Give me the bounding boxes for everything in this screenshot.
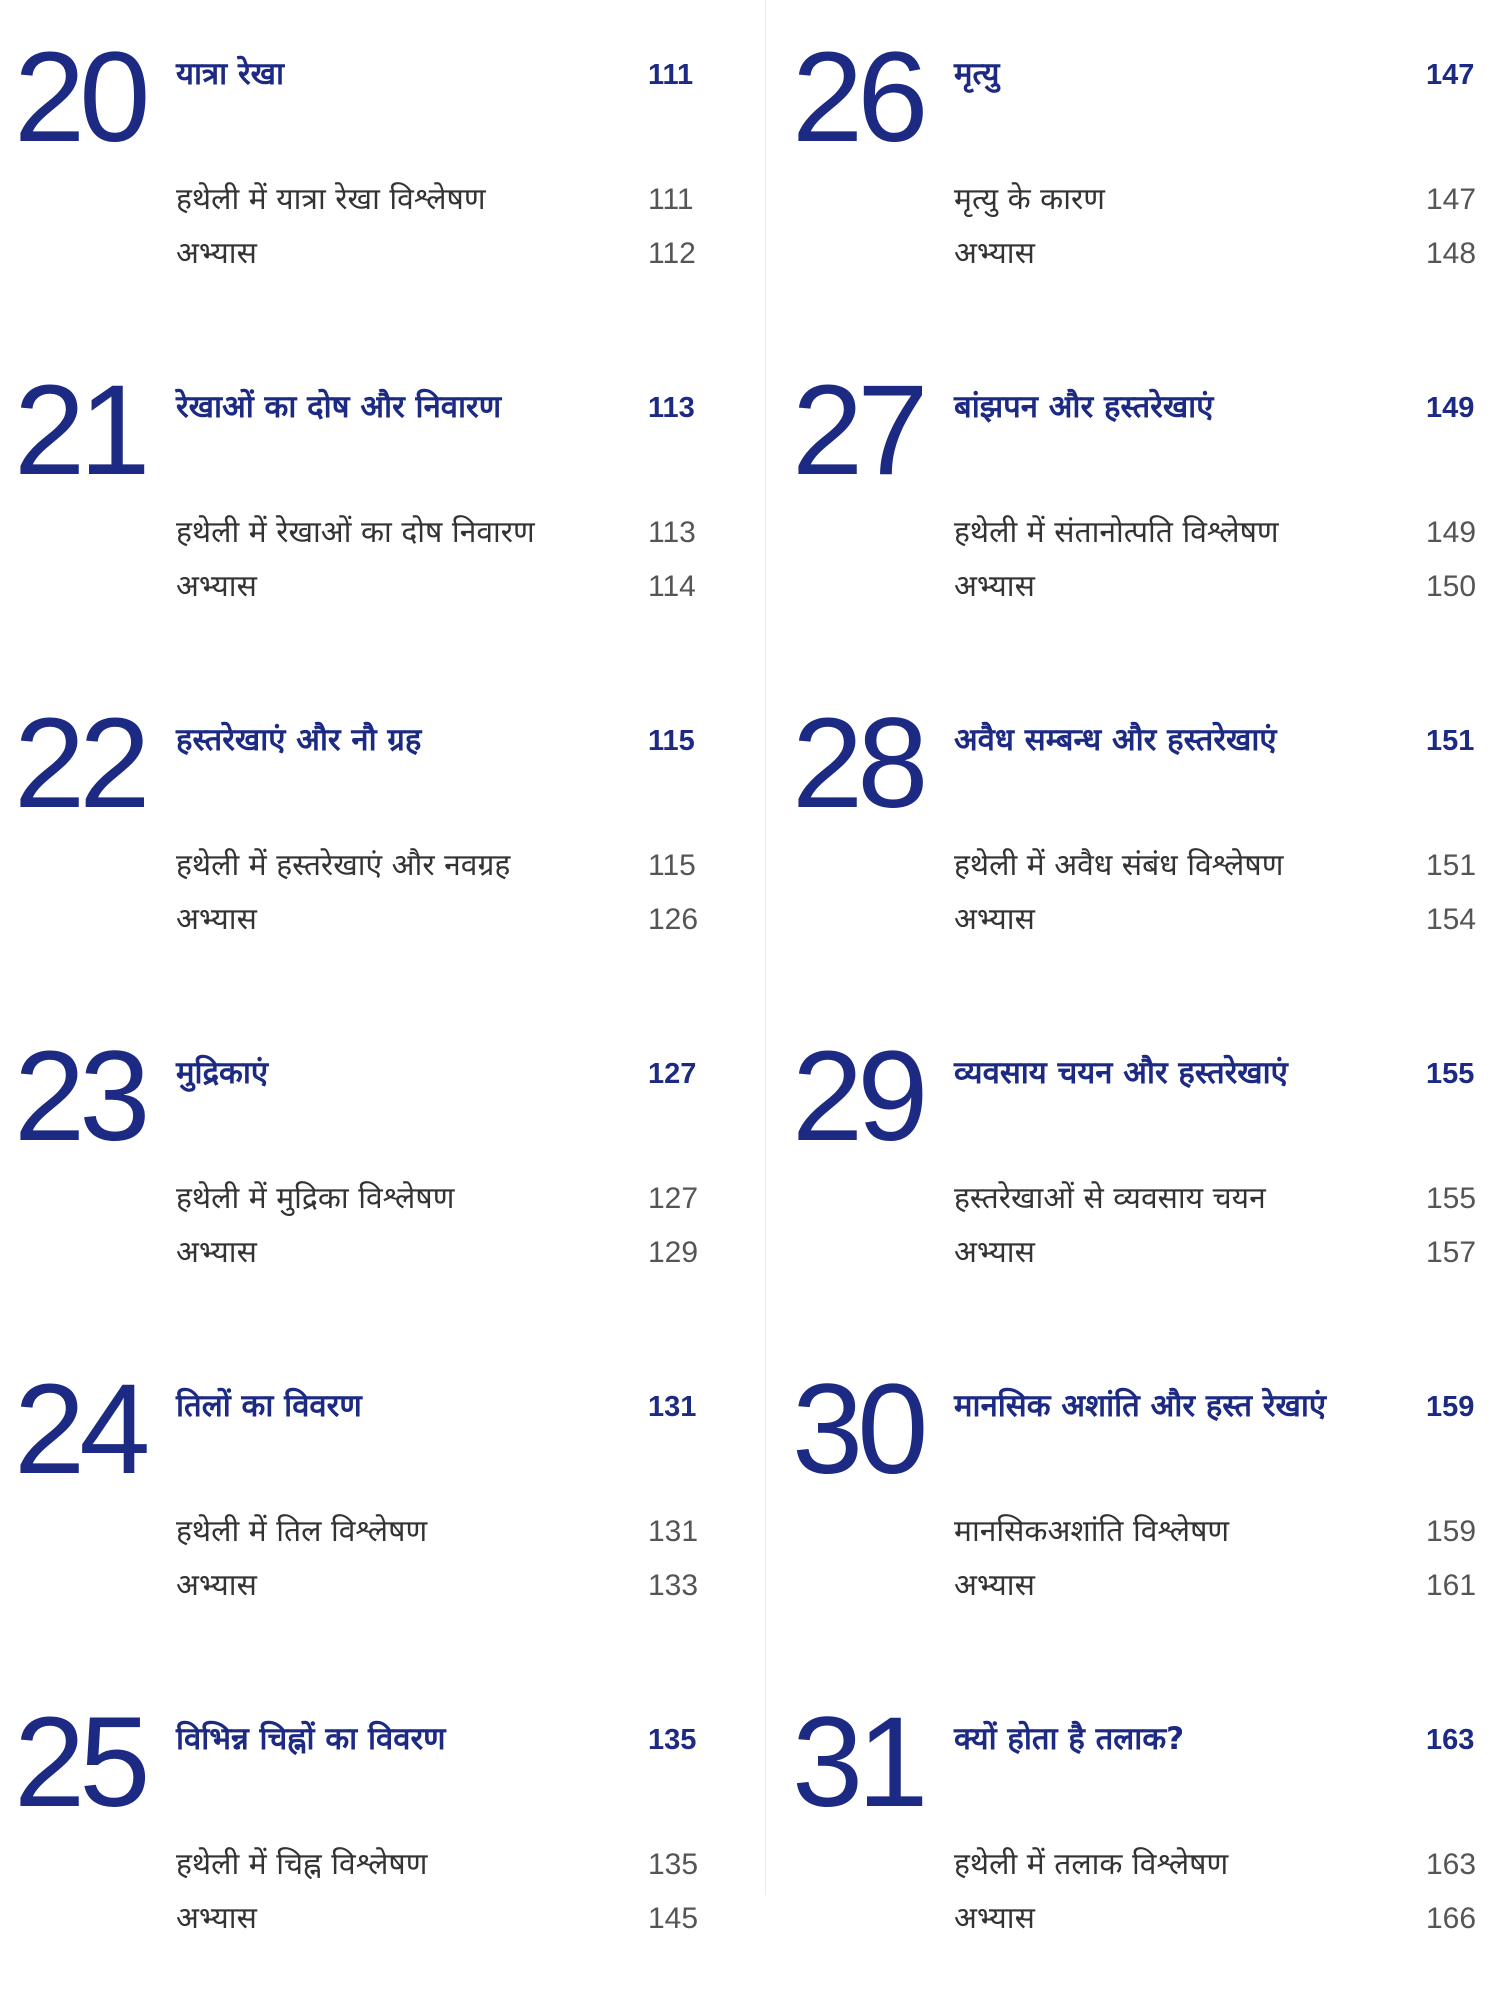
toc-entry bbox=[954, 513, 1494, 567]
toc-entry-title: अभ्यास bbox=[176, 902, 257, 937]
toc-entry-page-number: 114 bbox=[648, 570, 696, 603]
chapter-page-number: 111 bbox=[648, 59, 694, 91]
toc-entry-page-number: 148 bbox=[1426, 237, 1477, 270]
toc-entry-title: अभ्यास bbox=[954, 569, 1035, 604]
toc-entry-page-number: 129 bbox=[648, 1236, 699, 1269]
chapter-number: 25 bbox=[14, 1691, 145, 1834]
toc-entry bbox=[954, 1566, 1494, 1620]
toc-entry-page-number: 150 bbox=[1426, 570, 1477, 603]
chapter-block bbox=[778, 1025, 1498, 1339]
chapter-page-number: 131 bbox=[648, 1391, 697, 1423]
toc-entry-page-number: 149 bbox=[1426, 516, 1477, 549]
chapter-block bbox=[778, 692, 1498, 1006]
toc-entry bbox=[176, 846, 716, 900]
chapter-page-number: 135 bbox=[648, 1724, 697, 1756]
toc-entry-page-number: 111 bbox=[648, 183, 694, 216]
chapter-page-number: 149 bbox=[1426, 392, 1475, 424]
toc-entry bbox=[954, 1512, 1494, 1566]
chapter-entries-list bbox=[176, 1845, 716, 1953]
toc-entry bbox=[176, 1512, 716, 1566]
chapter-number: 23 bbox=[14, 1025, 145, 1168]
toc-entry-title: अभ्यास bbox=[176, 236, 257, 271]
toc-entry bbox=[176, 1179, 716, 1233]
chapter-page-number: 163 bbox=[1426, 1724, 1475, 1756]
toc-entry-page-number: 113 bbox=[648, 516, 696, 549]
chapter-title: मुद्रिकाएं bbox=[176, 1055, 269, 1091]
toc-entry-page-number: 115 bbox=[648, 849, 696, 882]
toc-entry-title: अभ्यास bbox=[954, 902, 1035, 937]
chapter-number: 26 bbox=[792, 26, 923, 169]
chapter-number: 29 bbox=[792, 1025, 923, 1168]
chapter-entries-list bbox=[954, 1512, 1494, 1620]
chapter-block bbox=[778, 1691, 1498, 2005]
chapter-page-number: 127 bbox=[648, 1058, 697, 1090]
toc-entry-page-number: 133 bbox=[648, 1569, 699, 1602]
chapter-block bbox=[778, 359, 1498, 673]
toc-entry-title: मानसिकअशांति विश्लेषण bbox=[954, 1514, 1230, 1549]
toc-entry-title: अभ्यास bbox=[176, 1568, 257, 1603]
toc-entry-title: अभ्यास bbox=[176, 1901, 257, 1936]
toc-entry-page-number: 157 bbox=[1426, 1236, 1477, 1269]
chapter-title: व्यवसाय चयन और हस्तरेखाएं bbox=[954, 1055, 1288, 1091]
toc-entry-page-number: 161 bbox=[1426, 1569, 1477, 1602]
toc-entry-title: अभ्यास bbox=[176, 1235, 257, 1270]
toc-entry-title: मृत्यु के कारण bbox=[954, 182, 1105, 217]
chapter-number: 21 bbox=[14, 359, 145, 502]
chapter-block bbox=[778, 26, 1498, 340]
toc-entry-title: हथेली में हस्तरेखाएं और नवग्रह bbox=[176, 848, 511, 883]
chapter-entries-list bbox=[176, 513, 716, 621]
chapter-block bbox=[0, 1025, 720, 1339]
chapter-number: 31 bbox=[792, 1691, 923, 1834]
toc-entry-title: हथेली में यात्रा रेखा विश्लेषण bbox=[176, 182, 486, 217]
chapter-entries-list bbox=[176, 180, 716, 288]
toc-entry bbox=[176, 900, 716, 954]
toc-entry-page-number: 135 bbox=[648, 1848, 699, 1881]
chapter-title: हस्तरेखाएं और नौ ग्रह bbox=[176, 722, 422, 758]
chapter-block bbox=[0, 359, 720, 673]
chapter-title: अवैध सम्बन्ध और हस्तरेखाएं bbox=[954, 722, 1277, 758]
chapter-title: मृत्यु bbox=[954, 56, 1000, 92]
toc-entry-page-number: 163 bbox=[1426, 1848, 1477, 1881]
toc-entry-title: अभ्यास bbox=[954, 1568, 1035, 1603]
toc-entry-title: हथेली में संतानोत्पति विश्लेषण bbox=[954, 515, 1279, 550]
toc-entry-title: हथेली में रेखाओं का दोष निवारण bbox=[176, 515, 535, 550]
toc-entry-title: हस्तरेखाओं से व्यवसाय चयन bbox=[954, 1181, 1266, 1216]
chapter-page-number: 159 bbox=[1426, 1391, 1475, 1423]
toc-entry bbox=[954, 1233, 1494, 1287]
toc-entry-page-number: 166 bbox=[1426, 1902, 1477, 1935]
chapter-page-number: 151 bbox=[1426, 725, 1475, 757]
toc-entry-page-number: 131 bbox=[648, 1515, 699, 1548]
toc-entry bbox=[954, 234, 1494, 288]
toc-entry-title: हथेली में मुद्रिका विश्लेषण bbox=[176, 1181, 455, 1216]
toc-entry-title: अभ्यास bbox=[954, 1901, 1035, 1936]
toc-entry bbox=[176, 1233, 716, 1287]
toc-entry bbox=[176, 1845, 716, 1899]
toc-entry-title: हथेली में तिल विश्लेषण bbox=[176, 1514, 428, 1549]
chapter-page-number: 155 bbox=[1426, 1058, 1475, 1090]
toc-entry-page-number: 145 bbox=[648, 1902, 699, 1935]
chapter-page-number: 113 bbox=[648, 392, 695, 424]
chapter-block bbox=[0, 1358, 720, 1672]
chapter-number: 27 bbox=[792, 359, 923, 502]
toc-entry bbox=[176, 180, 716, 234]
chapter-title: तिलों का विवरण bbox=[176, 1388, 362, 1424]
toc-entry bbox=[954, 1179, 1494, 1233]
toc-entry bbox=[954, 846, 1494, 900]
chapter-block bbox=[778, 1358, 1498, 1672]
toc-entry-title: अभ्यास bbox=[954, 1235, 1035, 1270]
chapter-title: क्यों होता है तलाक? bbox=[954, 1721, 1185, 1757]
chapter-entries-list bbox=[176, 1512, 716, 1620]
column-divider bbox=[765, 0, 766, 1895]
chapter-entries-list bbox=[954, 846, 1494, 954]
toc-entry bbox=[176, 513, 716, 567]
chapter-title: यात्रा रेखा bbox=[176, 56, 285, 92]
chapter-title: मानसिक अशांति और हस्त रेखाएं bbox=[954, 1388, 1327, 1424]
toc-entry-page-number: 159 bbox=[1426, 1515, 1477, 1548]
toc-entry bbox=[176, 1899, 716, 1953]
chapter-page-number: 147 bbox=[1426, 59, 1475, 91]
chapter-block bbox=[0, 26, 720, 340]
chapter-page-number: 115 bbox=[648, 725, 695, 757]
toc-entry-page-number: 154 bbox=[1426, 903, 1477, 936]
toc-entry bbox=[176, 1566, 716, 1620]
toc-entry-page-number: 147 bbox=[1426, 183, 1477, 216]
chapter-title: बांझपन और हस्तरेखाएं bbox=[954, 389, 1214, 425]
toc-entry-title: अभ्यास bbox=[954, 236, 1035, 271]
toc-entry-page-number: 112 bbox=[648, 237, 696, 270]
chapter-block bbox=[0, 692, 720, 1006]
toc-entry bbox=[954, 180, 1494, 234]
chapter-block bbox=[0, 1691, 720, 2005]
toc-entry-title: हथेली में चिह्न विश्लेषण bbox=[176, 1847, 428, 1882]
toc-entry bbox=[954, 1845, 1494, 1899]
chapter-number: 28 bbox=[792, 692, 923, 835]
chapter-entries-list bbox=[954, 513, 1494, 621]
chapter-entries-list bbox=[954, 1179, 1494, 1287]
chapter-entries-list bbox=[176, 846, 716, 954]
toc-entry bbox=[954, 1899, 1494, 1953]
chapter-title: विभिन्न चिह्नों का विवरण bbox=[176, 1721, 446, 1757]
chapter-number: 20 bbox=[14, 26, 145, 169]
toc-entry-page-number: 127 bbox=[648, 1182, 699, 1215]
toc-entry-page-number: 155 bbox=[1426, 1182, 1477, 1215]
chapter-entries-list bbox=[176, 1179, 716, 1287]
toc-entry-page-number: 151 bbox=[1426, 849, 1477, 882]
toc-entry-title: हथेली में अवैध संबंध विश्लेषण bbox=[954, 848, 1284, 883]
chapter-number: 24 bbox=[14, 1358, 145, 1501]
toc-entry-title: हथेली में तलाक विश्लेषण bbox=[954, 1847, 1229, 1882]
chapter-title: रेखाओं का दोष और निवारण bbox=[176, 389, 502, 425]
chapter-entries-list bbox=[954, 1845, 1494, 1953]
chapter-number: 30 bbox=[792, 1358, 923, 1501]
toc-entry bbox=[954, 567, 1494, 621]
toc-entry bbox=[176, 234, 716, 288]
chapter-number: 22 bbox=[14, 692, 145, 835]
chapter-entries-list bbox=[954, 180, 1494, 288]
toc-entry bbox=[176, 567, 716, 621]
toc-entry-page-number: 126 bbox=[648, 903, 699, 936]
toc-entry-title: अभ्यास bbox=[176, 569, 257, 604]
toc-entry bbox=[954, 900, 1494, 954]
